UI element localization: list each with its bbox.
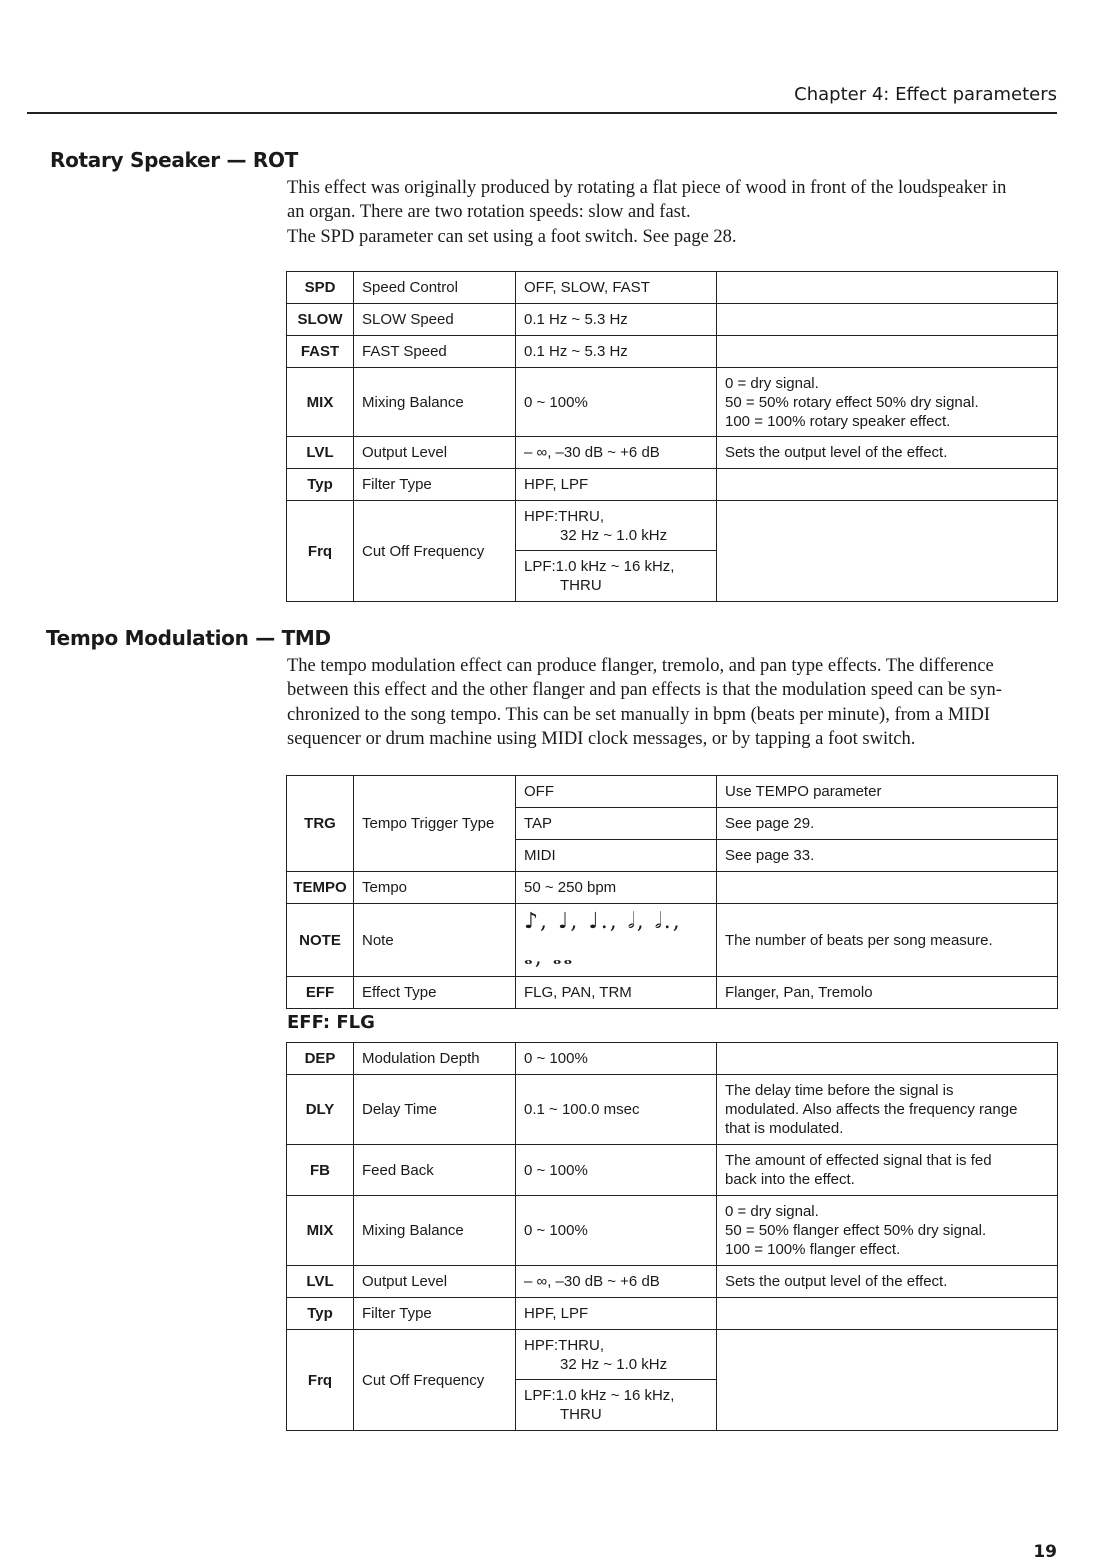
- param-name: Cut Off Frequency: [354, 501, 516, 602]
- desc-line: 0 = dry signal.: [725, 1203, 819, 1220]
- param-desc: [717, 1330, 1058, 1431]
- table-row: [287, 437, 1058, 469]
- param-desc: Sets the output level of the effect.: [717, 1266, 1058, 1298]
- chapter-header: Chapter 4: Effect parameters: [794, 84, 1057, 105]
- param-abbr: FB: [287, 1145, 354, 1196]
- param-desc: [717, 872, 1058, 904]
- range-line: 32 Hz ~ 1.0 kHz: [560, 526, 668, 544]
- param-abbr: SLOW: [287, 304, 354, 336]
- param-name: Note: [354, 904, 516, 977]
- note-values: ♪, ♩, ♩., 𝅗𝅥, 𝅗𝅥., 𝅝, 𝅝𝅝: [516, 904, 717, 977]
- section-title-rot: Rotary Speaker — ROT: [50, 148, 299, 172]
- table-row: [287, 1145, 1058, 1196]
- tmd-intro-line: sequencer or drum machine using MIDI clock messages, or by tapping a foot switch.: [287, 728, 916, 749]
- tmd-parameter-table: [286, 775, 1058, 1009]
- param-abbr: EFF: [287, 977, 354, 1009]
- desc-line: 100 = 100% flanger effect.: [725, 1241, 901, 1258]
- table-row: [287, 977, 1058, 1009]
- param-range: 0 ~ 100%: [516, 1145, 717, 1196]
- param-name: Effect Type: [354, 977, 516, 1009]
- flg-parameter-table: [286, 1042, 1058, 1431]
- rot-intro-line: an organ. There are two rotation speeds: slow and fast.: [287, 202, 691, 223]
- tmd-intro-line: chronized to the song tempo. This can be set manually in bpm (beats per minute), from a MIDI: [287, 704, 990, 725]
- rot-intro-line: This effect was originally produced by rotating a flat piece of wood in front of the loudspeaker in: [287, 178, 1007, 198]
- param-range: – ∞, –30 dB ~ +6 dB: [516, 1266, 717, 1298]
- param-abbr: MIX: [287, 1196, 354, 1266]
- param-range: 0.1 Hz ~ 5.3 Hz: [516, 304, 717, 336]
- param-range: 0 ~ 100%: [516, 1043, 717, 1075]
- param-abbr: TRG: [287, 776, 354, 872]
- table-row: [287, 469, 1058, 501]
- rot-intro-line: The SPD parameter can set using a foot switch. See page 28.: [287, 226, 737, 247]
- param-range-hpf: [516, 501, 717, 551]
- param-range: HPF, LPF: [516, 1298, 717, 1330]
- param-name: FAST Speed: [354, 336, 516, 368]
- table-row: [287, 904, 1058, 977]
- table-row: [287, 1266, 1058, 1298]
- param-desc: Sets the output level of the effect.: [717, 437, 1058, 469]
- subsection-title-flg: EFF: FLG: [287, 1012, 375, 1033]
- param-desc: Flanger, Pan, Tremolo: [717, 977, 1058, 1009]
- desc-line: that is modulated.: [725, 1120, 844, 1137]
- param-range: 0 ~ 100%: [516, 368, 717, 437]
- param-range: 0.1 ~ 100.0 msec: [516, 1075, 717, 1145]
- param-range: 0 ~ 100%: [516, 1196, 717, 1266]
- desc-line: 0 = dry signal.: [725, 374, 819, 392]
- rot-parameter-table: [286, 271, 1058, 602]
- table-row: [287, 872, 1058, 904]
- param-desc: Use TEMPO parameter: [717, 776, 1058, 808]
- desc-line: The amount of effected signal that is fed: [725, 1152, 992, 1169]
- param-range: TAP: [516, 808, 717, 840]
- range-line: LPF:1.0 kHz ~ 16 kHz,: [524, 558, 675, 575]
- param-abbr: Frq: [287, 501, 354, 602]
- param-desc: See page 29.: [717, 808, 1058, 840]
- table-row: [287, 1330, 1058, 1380]
- param-range: 0.1 Hz ~ 5.3 Hz: [516, 336, 717, 368]
- param-name: Filter Type: [354, 1298, 516, 1330]
- desc-line: The delay time before the signal is: [725, 1082, 954, 1099]
- param-range: OFF: [516, 776, 717, 808]
- param-range: – ∞, –30 dB ~ +6 dB: [516, 437, 717, 469]
- param-abbr: LVL: [287, 1266, 354, 1298]
- desc-line: modulated. Also affects the frequency range: [725, 1101, 1018, 1118]
- param-abbr: TEMPO: [287, 872, 354, 904]
- table-row: [287, 272, 1058, 304]
- rot-intro: [287, 176, 1057, 249]
- param-name: Mixing Balance: [354, 368, 516, 437]
- desc-line: 100 = 100% rotary speaker effect.: [725, 412, 951, 430]
- table-row: [287, 304, 1058, 336]
- param-name: Tempo Trigger Type: [354, 776, 516, 872]
- param-abbr: DLY: [287, 1075, 354, 1145]
- param-abbr: DEP: [287, 1043, 354, 1075]
- param-abbr: Typ: [287, 469, 354, 501]
- param-desc: [717, 1196, 1058, 1266]
- param-name: Feed Back: [354, 1145, 516, 1196]
- param-range: 50 ~ 250 bpm: [516, 872, 717, 904]
- param-desc: [717, 1043, 1058, 1075]
- param-range-hpf: [516, 1330, 717, 1380]
- param-desc: [717, 501, 1058, 602]
- table-row: [287, 1043, 1058, 1075]
- param-name: Cut Off Frequency: [354, 1330, 516, 1431]
- param-abbr: Frq: [287, 1330, 354, 1431]
- param-name: SLOW Speed: [354, 304, 516, 336]
- param-range: FLG, PAN, TRM: [516, 977, 717, 1009]
- param-name: Tempo: [354, 872, 516, 904]
- param-name: Output Level: [354, 1266, 516, 1298]
- param-name: Delay Time: [354, 1075, 516, 1145]
- param-name: Speed Control: [354, 272, 516, 304]
- table-row: [287, 368, 1058, 437]
- page-number: 19: [1033, 1542, 1057, 1562]
- desc-line: 50 = 50% rotary effect 50% dry signal.: [725, 393, 979, 411]
- param-desc: See page 33.: [717, 840, 1058, 872]
- param-range: HPF, LPF: [516, 469, 717, 501]
- table-row: [287, 501, 1058, 551]
- range-line: LPF:1.0 kHz ~ 16 kHz,: [524, 1387, 675, 1404]
- range-line: HPF:THRU,: [524, 507, 604, 525]
- param-desc: [717, 272, 1058, 304]
- param-desc: The number of beats per song measure.: [717, 904, 1058, 977]
- param-range: OFF, SLOW, FAST: [516, 272, 717, 304]
- param-abbr: FAST: [287, 336, 354, 368]
- range-line: HPF:THRU,: [524, 1336, 604, 1354]
- param-abbr: LVL: [287, 437, 354, 469]
- desc-line: back into the effect.: [725, 1171, 855, 1188]
- param-range-lpf: [516, 1380, 717, 1431]
- desc-line: 50 = 50% flanger effect 50% dry signal.: [725, 1222, 987, 1239]
- table-row: [287, 776, 1058, 808]
- table-row: [287, 1196, 1058, 1266]
- param-name: Output Level: [354, 437, 516, 469]
- param-abbr: MIX: [287, 368, 354, 437]
- param-name: Mixing Balance: [354, 1196, 516, 1266]
- param-abbr: NOTE: [287, 904, 354, 977]
- param-desc: [717, 368, 1058, 437]
- range-line: THRU: [560, 1406, 602, 1423]
- param-desc: [717, 469, 1058, 501]
- table-row: [287, 336, 1058, 368]
- tmd-intro-line: between this effect and the other flanger and pan effects is that the modulation speed can be syn-: [287, 680, 1002, 701]
- param-name: Modulation Depth: [354, 1043, 516, 1075]
- tmd-intro-line: The tempo modulation effect can produce flanger, tremolo, and pan type effects. The difference: [287, 656, 994, 676]
- section-title-tmd: Tempo Modulation — TMD: [46, 626, 331, 650]
- range-line: 32 Hz ~ 1.0 kHz: [560, 1355, 668, 1373]
- param-abbr: SPD: [287, 272, 354, 304]
- table-row: [287, 1075, 1058, 1145]
- param-desc: [717, 336, 1058, 368]
- table-row: [287, 1298, 1058, 1330]
- param-abbr: Typ: [287, 1298, 354, 1330]
- param-range-lpf: [516, 551, 717, 602]
- tmd-intro: [287, 654, 1057, 751]
- param-desc: [717, 304, 1058, 336]
- param-desc: [717, 1145, 1058, 1196]
- param-name: Filter Type: [354, 469, 516, 501]
- range-line: THRU: [560, 577, 602, 594]
- header-rule: [27, 112, 1057, 114]
- param-range: MIDI: [516, 840, 717, 872]
- param-desc: [717, 1075, 1058, 1145]
- param-desc: [717, 1298, 1058, 1330]
